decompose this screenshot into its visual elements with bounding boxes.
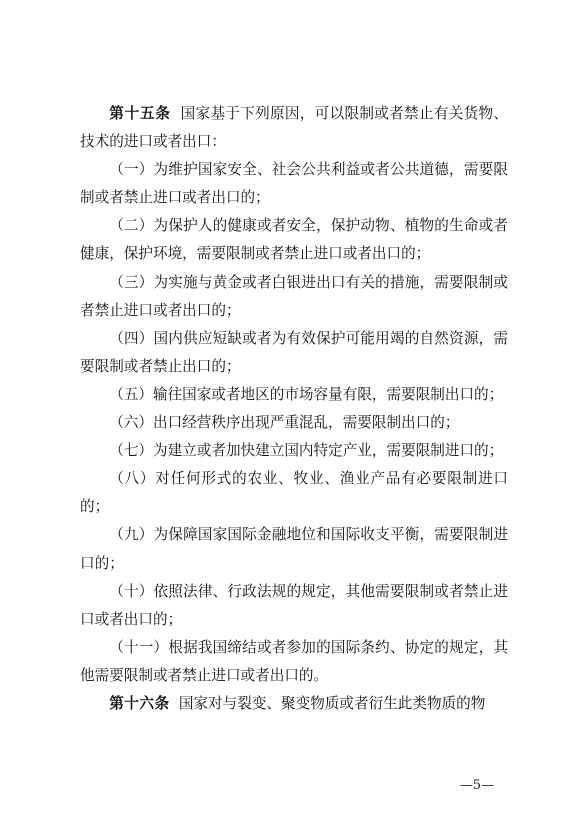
article-16-number: 第十六条 [109, 694, 170, 712]
article-15-item-3: （三）为实施与黄金或者白银进出口有关的措施，需要限制或者禁止进口或者出口的； [80, 273, 508, 319]
article-15-number: 第十五条 [109, 105, 171, 122]
article-15-paragraph [80, 100, 508, 156]
article-15-item-7: （七）为建立或者加快建立国内特定产业，需要限制进口的； [109, 442, 504, 460]
document-body [80, 100, 508, 718]
article-15-item-4: （四）国内供应短缺或者为有效保护可能用竭的自然资源，需要限制或者禁止出口的； [80, 329, 508, 375]
article-15-item-9: （九）为保障国家国际金融地位和国际收支平衡，需要限制进口的； [80, 526, 508, 572]
page-number: —5— [459, 778, 494, 793]
article-15-intro: 国家基于下列原因，可以限制或者禁止有关货物、技术的进口或者出口： [80, 105, 508, 151]
article-16-intro: 国家对与裂变、聚变物质或者衍生此类物质的物 [178, 694, 486, 712]
article-15-item-1: （一）为维护国家安全、社会公共利益或者公共道德，需要限制或者禁止进口或者出口的； [80, 161, 508, 207]
article-16-paragraph [80, 690, 508, 718]
article-15-item-8: （八）对任何形式的农业、牧业、渔业产品有必要限制进口的； [80, 470, 508, 516]
article-15-item-10: （十）依照法律、行政法规的规定，其他需要限制或者禁止进口或者出口的； [80, 582, 508, 628]
article-15-item-11: （十一）根据我国缔结或者参加的国际条约、协定的规定，其他需要限制或者禁止进口或者出口的。 [80, 638, 508, 684]
article-15-item-5: （五）输往国家或者地区的市场容量有限，需要限制出口的； [109, 385, 504, 403]
article-15-item-6: （六）出口经营秩序出现严重混乱，需要限制出口的； [109, 414, 460, 432]
article-15-item-2: （二）为保护人的健康或者安全，保护动物、植物的生命或者健康，保护环境，需要限制或者禁止进口或者出口的； [80, 217, 508, 263]
